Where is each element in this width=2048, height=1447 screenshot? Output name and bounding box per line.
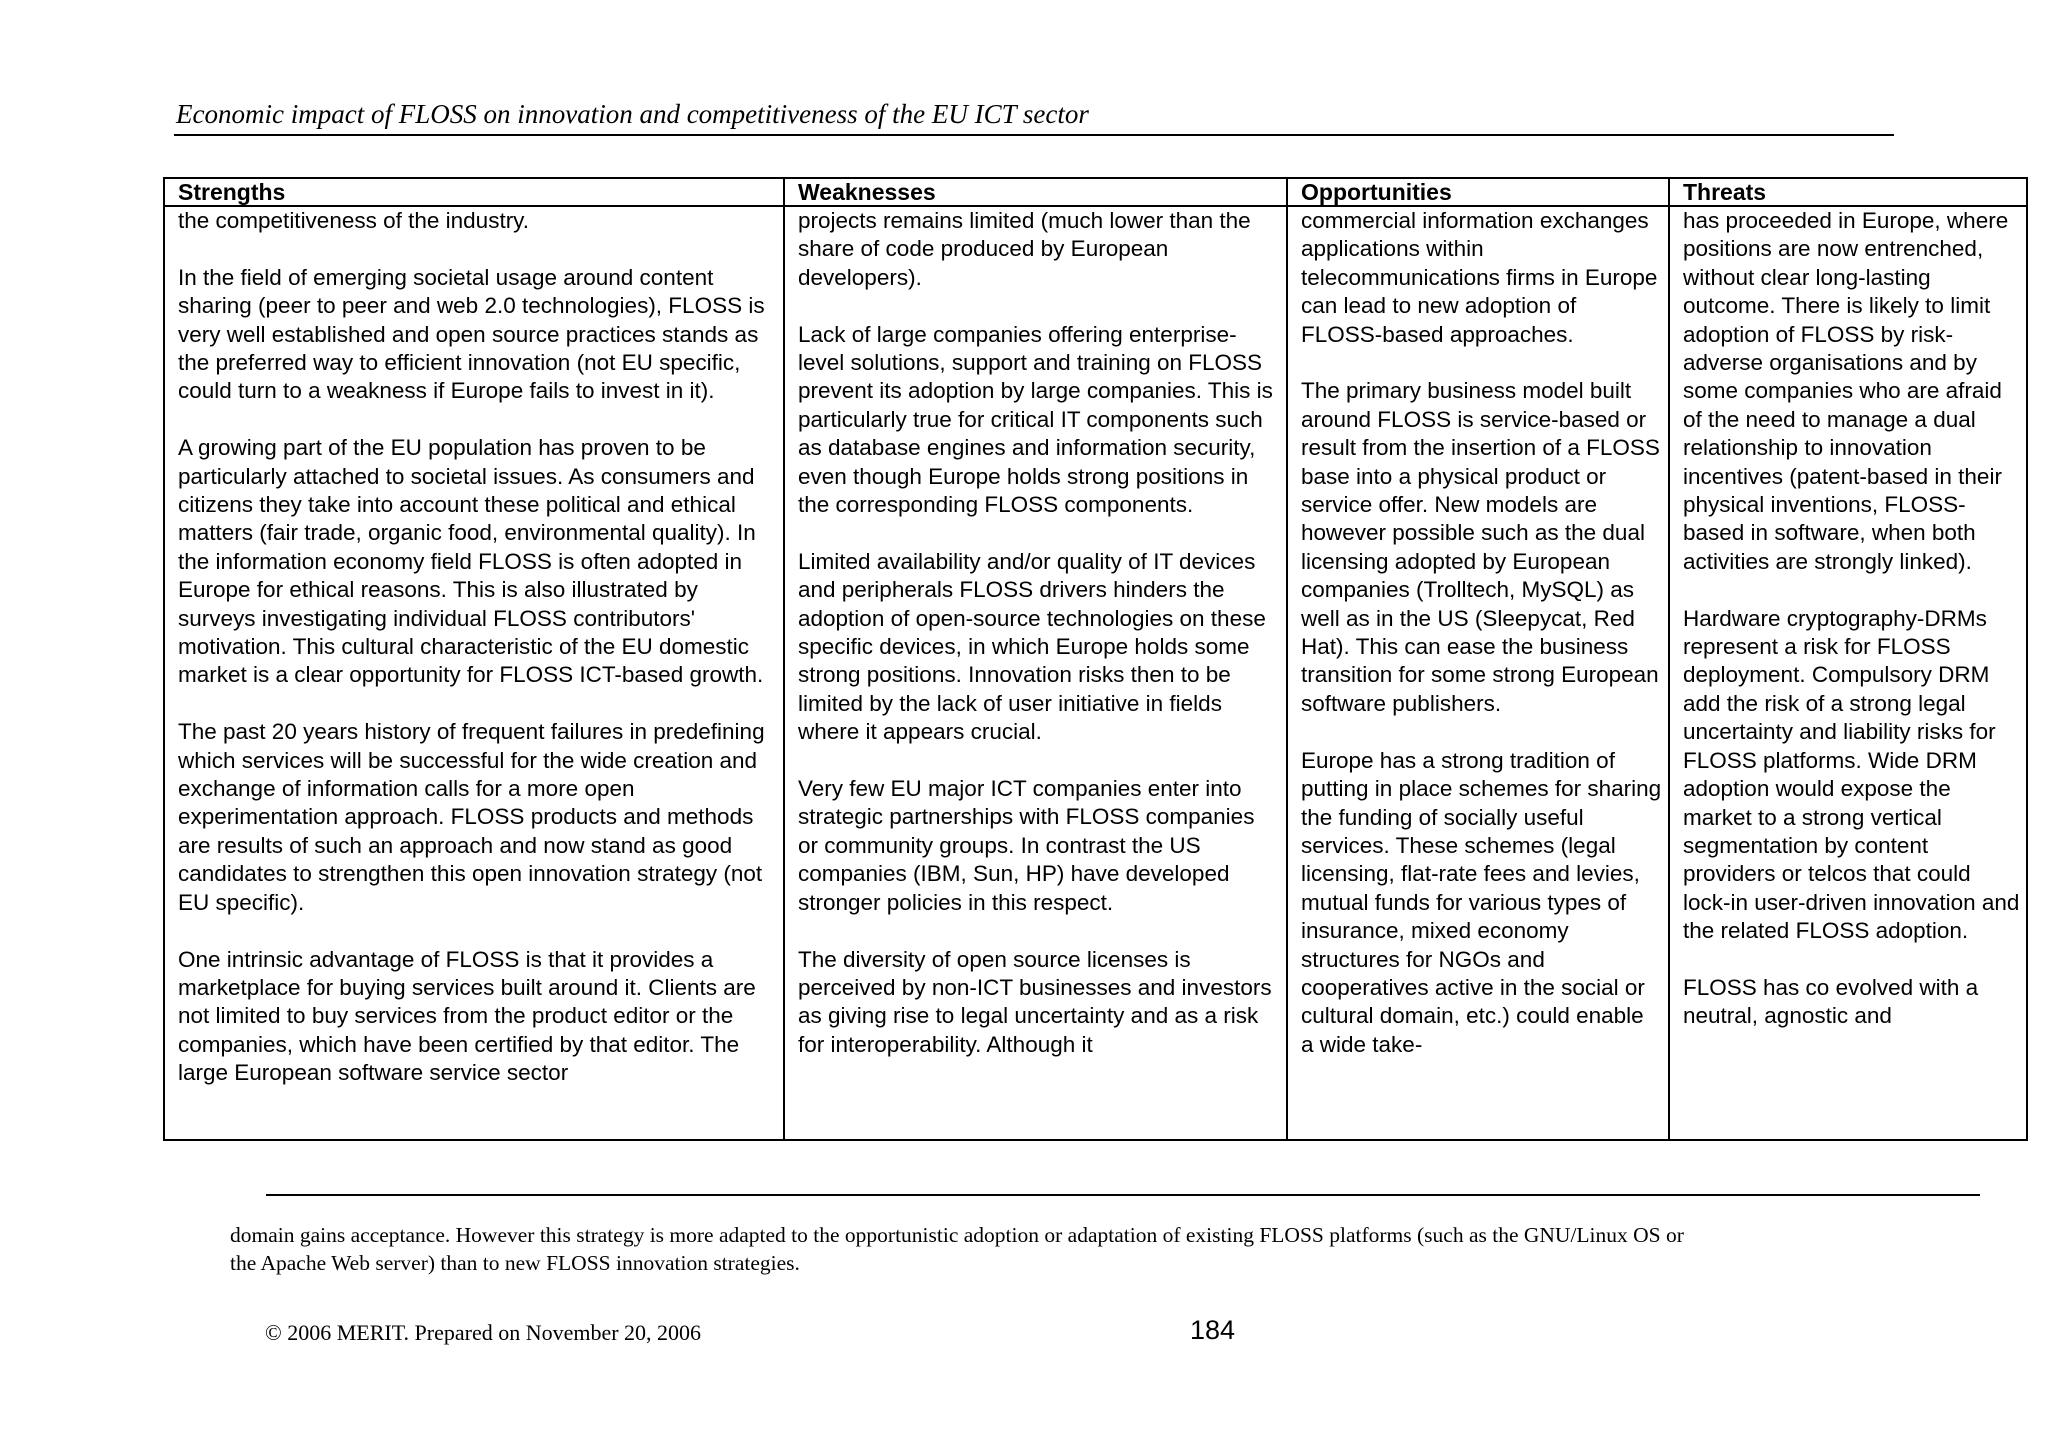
opportunities-paragraph: The primary business model built around FLOSS is service-based or result from the insertion of a FLOSS base into a physical product or service offer. New models are however possible such as the dual licensing adopted by European companies (Trolltech, MySQL) as well as in the US (Sleepycat, Red Hat). This can ease the business transition for some strong European software publishers. [1301, 378, 1660, 716]
column-header-threats: Threats [1669, 178, 2027, 206]
header-divider [174, 134, 1894, 136]
weaknesses-paragraph: The diversity of open source licenses is perceived by non-ICT businesses and investors as giving rise to legal uncertainty and as a risk for interoperability. Although it [798, 946, 1272, 1057]
weaknesses-paragraph: Very few EU major ICT companies enter into strategic partnerships with FLOSS companies or community groups. In contrast the US companies (IBM, Sun, HP) have developed stronger policies in this respect. [798, 776, 1255, 915]
threats-cell [1669, 206, 2027, 1140]
page-number: 184 [1190, 1315, 1236, 1345]
swot-body-row [164, 206, 2027, 1140]
footnote-divider [266, 1194, 1980, 1196]
footnote-line: the Apache Web server) than to new FLOSS innovation strategies. [230, 1251, 800, 1275]
strengths-paragraph: A growing part of the EU population has proven to be particularly attached to societal issues. As consumers and citizens they take into account these political and ethical matters (fair trade, organic food, environmental quality). In the information economy field FLOSS is often adopted in Europe for ethical reasons. This is also illustrated by surveys investigating individual FLOSS contributors' motivation. This cultural characteristic of the EU domestic market is a clear opportunity for FLOSS ICT-based growth. [178, 435, 764, 688]
threats-paragraph: Hardware cryptography-DRMs represent a risk for FLOSS deployment. Compulsory DRM add the risk of a strong legal uncertainty and liability risks for FLOSS platforms. Wide DRM adoption would expose the market to a strong vertical segmentation by content providers or telcos that could lock-in user-driven innovation and the related FLOSS adoption. [1683, 605, 2020, 944]
footnote-line: domain gains acceptance. However this strategy is more adapted to the opportunistic adoption or adaptation of existing FLOSS platforms (such as the GNU/Linux OS or [230, 1223, 1684, 1247]
swot-header-row [164, 178, 2027, 206]
strengths-paragraph: One intrinsic advantage of FLOSS is that it provides a marketplace for buying services built around it. Clients are not limited to buy services from the product editor or the companies, which have been certified by that editor. The large European software service sector [178, 946, 756, 1086]
weaknesses-paragraph: Limited availability and/or quality of IT devices and peripherals FLOSS drivers hinders the adoption of open-source technologies on these specific devices, in which Europe holds some strong positions. Innovation risks then to be limited by the lack of user initiative in fields where it appears crucial. [798, 548, 1266, 745]
strengths-paragraph: the competitiveness of the industry. [178, 208, 530, 233]
weaknesses-paragraph: Lack of large companies offering enterprise-level solutions, support and training on FLOSS prevent its adoption by large companies. This is particularly true for critical IT components such as database engines and information security, even though Europe holds strong positions in the corresponding FLOSS components. [798, 321, 1273, 518]
column-header-opportunities: Opportunities [1287, 178, 1669, 206]
opportunities-paragraph: Europe has a strong tradition of putting in place schemes for sharing the funding of socially useful services. These schemes (legal licensing, flat-rate fees and levies, mutual funds for various types of insurance, mixed economy structures for NGOs and cooperatives active in the social or cultural domain, etc.) could enable a wide take- [1301, 747, 1662, 1057]
opportunities-cell [1287, 206, 1669, 1140]
weaknesses-paragraph: projects remains limited (much lower than the share of code produced by European developers). [798, 208, 1251, 290]
column-header-strengths: Strengths [164, 178, 784, 206]
document-header-title: Economic impact of FLOSS on innovation and competitiveness of the EU ICT sector [176, 99, 1089, 129]
weaknesses-cell [784, 206, 1287, 1140]
strengths-paragraph: In the field of emerging societal usage around content sharing (peer to peer and web 2.0 technologies), FLOSS is very well established and open source practices stands as the preferred way to efficient innovation (not EU specific, could turn to a weakness if Europe fails to invest in it). [178, 264, 765, 404]
footnote-text [230, 1221, 1930, 1277]
column-header-weaknesses: Weaknesses [784, 178, 1287, 206]
threats-paragraph: has proceeded in Europe, where positions are now entrenched, without clear long-lasting outcome. There is likely to limit adoption of FLOSS by risk-adverse organisations and by some companies who are afraid of the need to manage a dual relationship to innovation incentives (patent-based in their physical inventions, FLOSS-based in software, when both activities are strongly linked). [1683, 208, 2009, 574]
opportunities-paragraph: commercial information exchanges applications within telecommunications firms in Europe can lead to new adoption of FLOSS-based approaches. [1301, 208, 1658, 347]
strengths-paragraph: The past 20 years history of frequent failures in predefining which services will be successful for the wide creation and exchange of information calls for a more open experimentation approach. FLOSS products and methods are results of such an approach and now stand as good candidates to strengthen this open innovation strategy (not EU specific). [178, 719, 765, 915]
copyright-notice: © 2006 MERIT. Prepared on November 20, 2006 [265, 1320, 702, 1345]
strengths-cell [164, 206, 784, 1140]
swot-table [163, 177, 2028, 1141]
threats-paragraph: FLOSS has co evolved with a neutral, agnostic and [1683, 974, 1979, 1029]
